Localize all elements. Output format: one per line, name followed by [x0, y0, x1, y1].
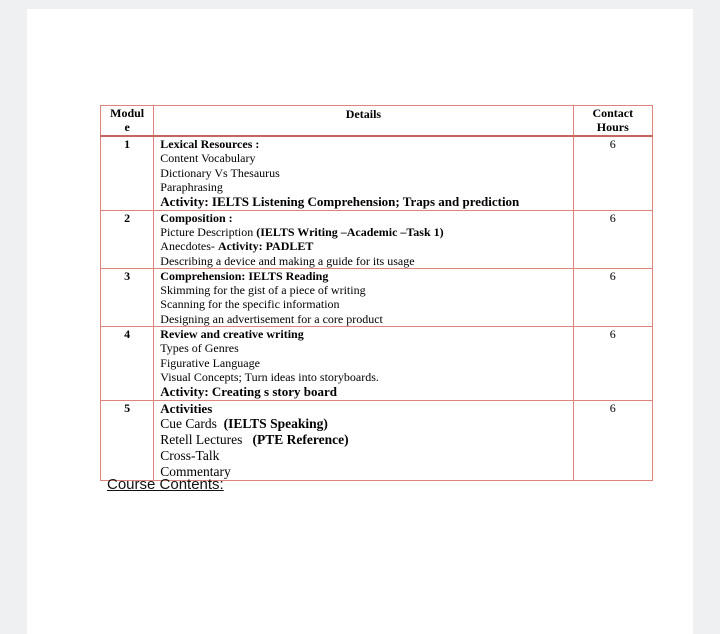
detail-line: Designing an advertisement for a core product [160, 311, 383, 326]
module-number: 1 [101, 136, 154, 210]
detail-line-part: Cue Cards [160, 416, 224, 432]
detail-line: Paraphrasing [160, 179, 223, 194]
contact-hours: 6 [573, 268, 652, 326]
header-hours [573, 106, 652, 137]
module-details [154, 327, 573, 401]
detail-line: Skimming for the gist of a piece of writing [160, 283, 366, 298]
header-module [101, 106, 154, 137]
detail-line: Composition : [160, 210, 233, 225]
course-contents-heading: Course Contents: [107, 476, 224, 493]
detail-line: Types of Genres [160, 341, 239, 356]
contact-hours: 6 [573, 136, 652, 210]
contact-hours: 6 [573, 400, 652, 481]
module-row [101, 327, 653, 401]
detail-line: Scanning for the specific information [160, 297, 340, 312]
module-number: 5 [101, 400, 154, 481]
detail-line: Review and creative writing [160, 327, 304, 342]
detail-line: Figurative Language [160, 355, 260, 370]
detail-line-part: (PTE Reference) [252, 432, 349, 448]
module-row [101, 136, 653, 210]
detail-line [160, 432, 572, 448]
header-details-label: Details [345, 107, 382, 121]
detail-line: Commentary [160, 464, 231, 480]
detail-line-part: Picture Description [160, 224, 257, 239]
module-number: 4 [101, 327, 154, 401]
header-hours-line2: Hours [596, 120, 629, 134]
module-row [101, 210, 653, 268]
detail-line: Comprehension: IELTS Reading [160, 268, 329, 283]
header-module-line1: Modul [110, 106, 145, 120]
module-row [101, 400, 653, 481]
module-details [154, 210, 573, 268]
header-module-line2: e [124, 120, 130, 134]
detail-line: Visual Concepts; Turn ideas into storyboards. [160, 369, 379, 384]
module-number: 2 [101, 210, 154, 268]
detail-line: Content Vocabulary [160, 151, 256, 166]
module-number: 3 [101, 268, 154, 326]
module-details [154, 136, 573, 210]
document-page [27, 9, 693, 634]
detail-line-part: Activity: PADLET [217, 239, 314, 254]
detail-line [160, 416, 572, 432]
detail-line-part: Anecdotes- [160, 239, 218, 254]
detail-line [160, 225, 572, 239]
detail-line: Lexical Resources : [160, 137, 260, 151]
contact-hours: 6 [573, 210, 652, 268]
detail-line: Activity: IELTS Listening Comprehension; Traps and prediction [160, 194, 520, 210]
detail-line: Activity: Creating s story board [160, 384, 337, 400]
detail-line: Activities [160, 400, 213, 416]
detail-line: Cross-Talk [160, 448, 220, 464]
detail-line-part: (IELTS Writing –Academic –Task 1) [256, 224, 444, 239]
contact-hours: 6 [573, 327, 652, 401]
detail-line: Dictionary Vs Thesaurus [160, 165, 280, 180]
module-row [101, 268, 653, 326]
table-header-row [101, 106, 653, 137]
header-hours-line1: Contact [592, 106, 634, 120]
syllabus-table [100, 105, 653, 481]
detail-line-part: Retell Lectures [160, 432, 253, 448]
module-details [154, 400, 573, 481]
module-details [154, 268, 573, 326]
detail-line-part: (IELTS Speaking) [223, 416, 328, 432]
detail-line: Describing a device and making a guide for its usage [160, 253, 415, 268]
detail-line [160, 239, 572, 253]
header-details [154, 106, 573, 137]
